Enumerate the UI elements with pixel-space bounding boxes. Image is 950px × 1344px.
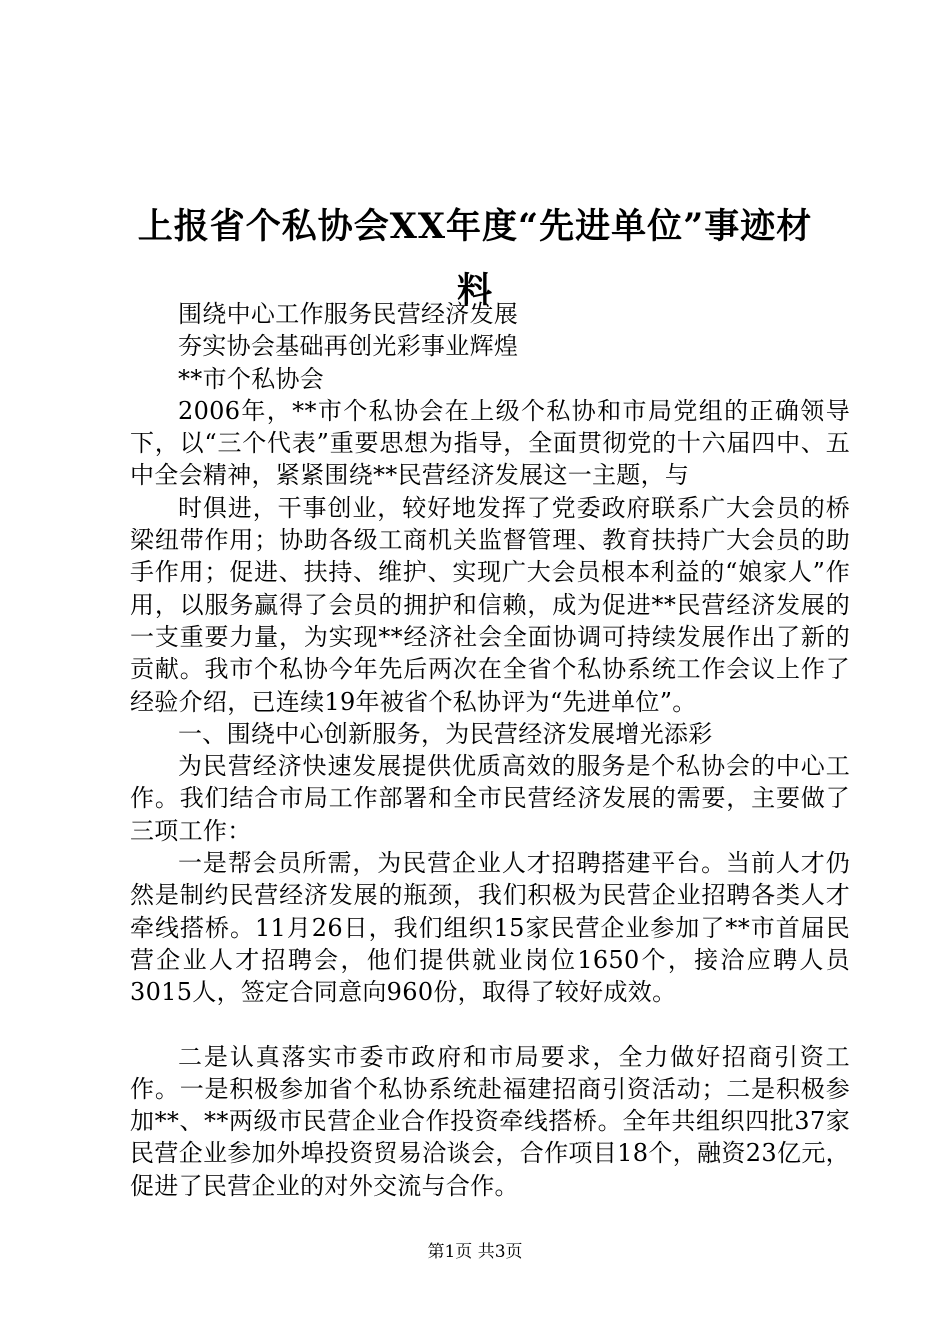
page-footer: 第1页 共3页 bbox=[427, 1242, 523, 1262]
author-line: **市个私协会 bbox=[178, 364, 325, 393]
paragraph-item-1: 一是帮会员所需，为民营企业人才招聘搭建平台。当前人才仍然是制约民营经济发展的瓶颈，我们积极为民营企业招聘各类人才牵线搭桥。11月26日，我们组织15家民营企业参加了**市首届民营企业人才招聘会，他们提供就业岗位1650个，接洽应聘人员3015人，签定合同意向960份，取得了较好成效。 bbox=[130, 849, 850, 1007]
subtitle-line-1: 围绕中心工作服务民营经济发展 bbox=[178, 300, 519, 328]
paragraph-intro: 2006年，**市个私协会在上级个私协和市局党组的正确领导下，以“三个代表”重要思想为指导，全面贯彻党的十六届四中、五中全会精神，紧紧围绕**民营经济发展这一主题，与 bbox=[130, 396, 850, 490]
paragraph-item-2: 二是认真落实市委市政府和市局要求，全力做好招商引资工作。一是积极参加省个私协系统赴福建招商引资活动；二是积极参加**、**两级市民营企业合作投资牵线搭桥。全年共组织四批37家民营企业参加外埠投资贸易洽谈会，合作项目18个，融资23亿元，促进了民营企业的对外交流与合作。 bbox=[130, 1042, 850, 1200]
section-heading-1: 一、围绕中心创新服务，为民营经济发展增光添彩 bbox=[178, 719, 713, 748]
document-body bbox=[130, 298, 850, 1202]
document-title: 上报省个私协会XX年度“先进单位”事迹材料 bbox=[137, 206, 813, 312]
paragraph-intro-continued: 时俱进，干事创业，较好地发挥了党委政府联系广大会员的桥梁纽带作用；协助各级工商机关监督管理、教育扶持广大会员的助手作用；促进、扶持、维护、实现广大会员根本利益的“娘家人”作用，以服务赢得了会员的拥护和信赖，成为促进**民营经济发展的一支重要力量，为实现**经济社会全面协调可持续发展作出了新的贡献。我市个私协今年先后两次在全省个私协系统工作会议上作了经验介绍，已连续19年被省个私协评为“先进单位”。 bbox=[130, 493, 850, 716]
subtitle-line-2: 夯实协会基础再创光彩事业辉煌 bbox=[178, 332, 519, 361]
paragraph-section-1: 为民营经济快速发展提供优质高效的服务是个私协会的中心工作。我们结合市局工作部署和全市民营经济发展的需要，主要做了三项工作： bbox=[130, 752, 850, 845]
